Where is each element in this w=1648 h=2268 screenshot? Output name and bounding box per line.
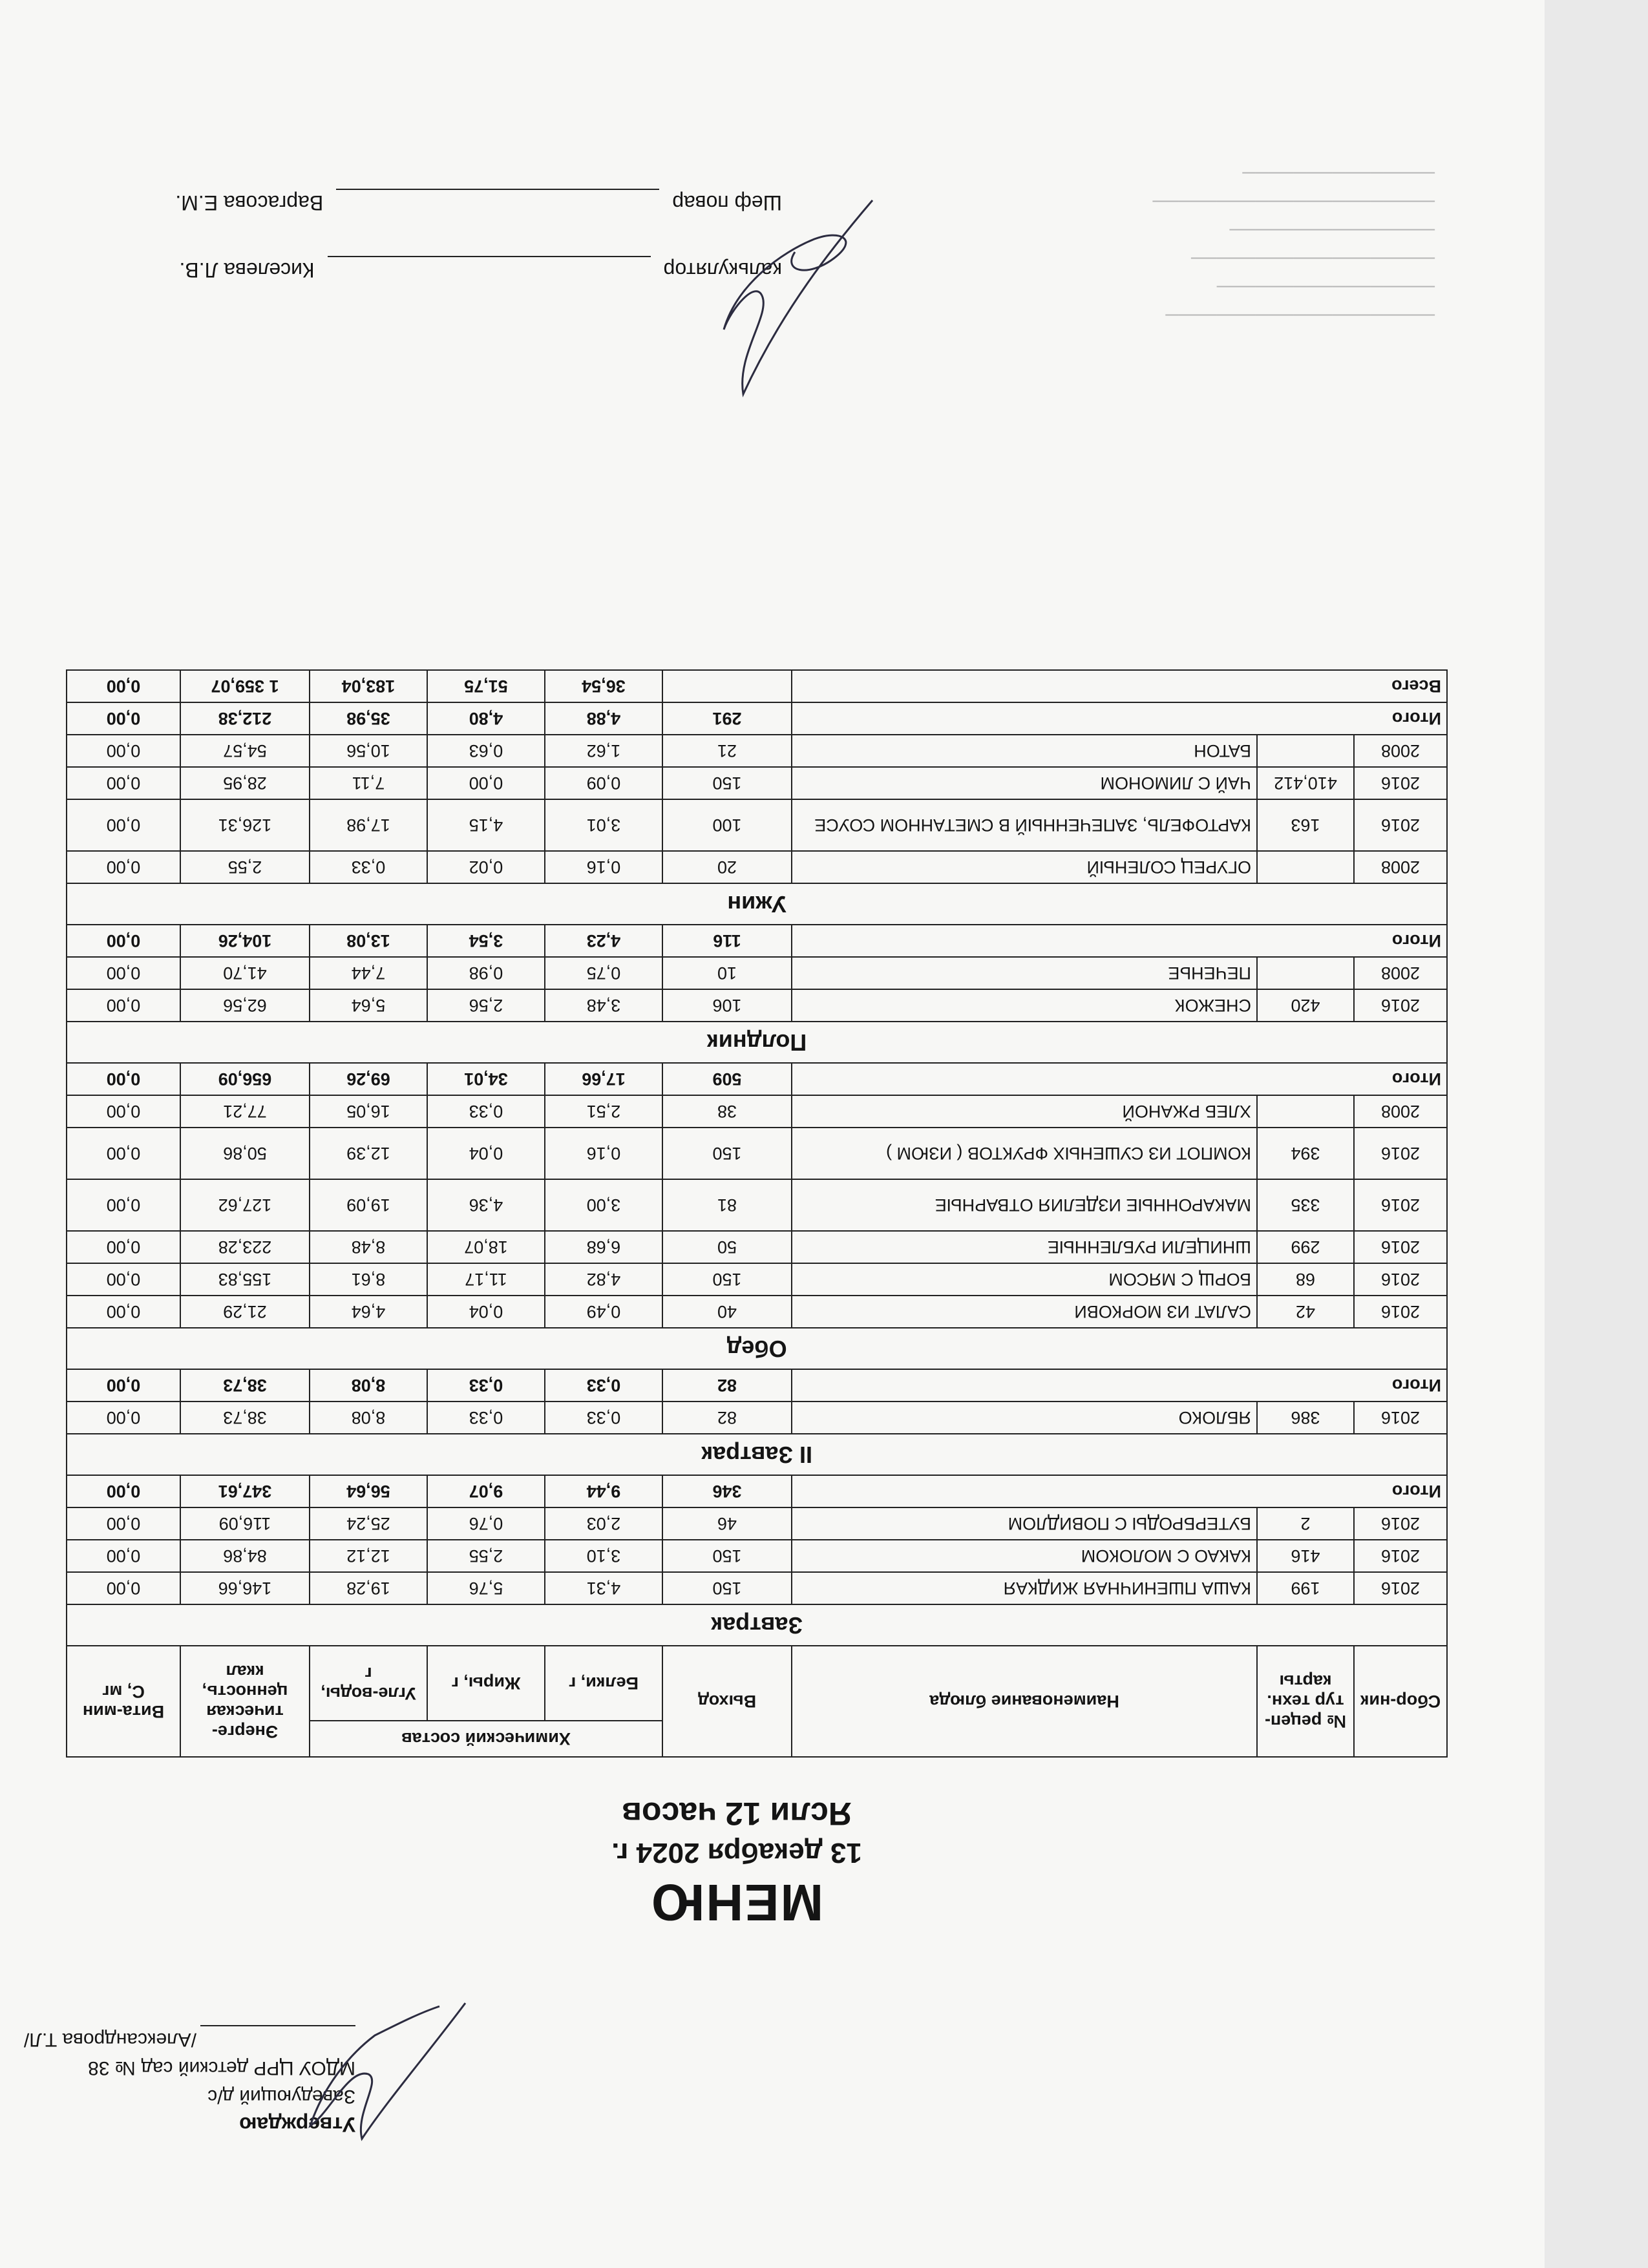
vitamin-cell: 0,00 bbox=[67, 702, 180, 735]
energy-cell: 347,61 bbox=[180, 1475, 310, 1507]
fat-cell: 0,33 bbox=[427, 1095, 545, 1128]
total-label-cell: Итого bbox=[792, 1475, 1447, 1507]
energy-cell: 77,21 bbox=[180, 1095, 310, 1128]
fat-cell: 0,98 bbox=[427, 957, 545, 989]
protein-cell: 6,68 bbox=[545, 1231, 662, 1263]
table-row bbox=[67, 1402, 1447, 1434]
table-row bbox=[67, 1572, 1447, 1604]
energy-cell: 28,95 bbox=[180, 767, 310, 799]
section-total-row bbox=[67, 1475, 1447, 1507]
yield-cell: 38 bbox=[662, 1095, 792, 1128]
recipe-cell bbox=[1257, 851, 1354, 883]
energy-cell: 84,86 bbox=[180, 1540, 310, 1572]
dish-name-cell: МАКАРОННЫЕ ИЗДЕЛИЯ ОТВАРНЫЕ bbox=[792, 1179, 1257, 1231]
yield-cell: 291 bbox=[662, 702, 792, 735]
fat-cell: 18,07 bbox=[427, 1231, 545, 1263]
carbs-cell: 10,56 bbox=[310, 735, 427, 767]
fat-cell: 0,63 bbox=[427, 735, 545, 767]
yield-cell: 346 bbox=[662, 1475, 792, 1507]
meal-section-title: Обед bbox=[67, 1328, 1447, 1369]
recipe-cell bbox=[1257, 957, 1354, 989]
table-row bbox=[67, 1507, 1447, 1540]
yield-cell: 509 bbox=[662, 1063, 792, 1095]
yield-cell: 116 bbox=[662, 925, 792, 957]
carbs-cell: 35,98 bbox=[310, 702, 427, 735]
dish-name-cell: ШНИЦЕЛИ РУБЛЕННЫЕ bbox=[792, 1231, 1257, 1263]
calculator-signature-row bbox=[175, 256, 782, 284]
total-label-cell: Итого bbox=[792, 702, 1447, 735]
vitamin-cell: 0,00 bbox=[67, 1095, 180, 1128]
menu-date: 13 декабря 2024 г. bbox=[611, 1837, 862, 1869]
menu-title-block bbox=[511, 1795, 963, 1932]
vitamin-cell: 0,00 bbox=[67, 1179, 180, 1231]
vitamin-cell: 0,00 bbox=[67, 957, 180, 989]
meal-section-title: Ужин bbox=[67, 883, 1447, 925]
protein-cell: 0,75 bbox=[545, 957, 662, 989]
carbs-cell: 0,33 bbox=[310, 851, 427, 883]
carbs-cell: 8,48 bbox=[310, 1231, 427, 1263]
protein-cell: 3,48 bbox=[545, 989, 662, 1022]
carbs-cell: 19,28 bbox=[310, 1572, 427, 1604]
fat-cell: 0,33 bbox=[427, 1402, 545, 1434]
vitamin-cell: 0,00 bbox=[67, 925, 180, 957]
section-total-row bbox=[67, 702, 1447, 735]
meal-section-title: II Завтрак bbox=[67, 1434, 1447, 1475]
yield-cell: 10 bbox=[662, 957, 792, 989]
energy-cell: 127,62 bbox=[180, 1179, 310, 1231]
protein-cell: 4,82 bbox=[545, 1263, 662, 1296]
col-recipe-number: № рецеп-тур техн. карты bbox=[1257, 1646, 1354, 1757]
recipe-cell: 416 bbox=[1257, 1540, 1354, 1572]
fat-cell: 4,36 bbox=[427, 1179, 545, 1231]
energy-cell: 50,86 bbox=[180, 1128, 310, 1179]
dish-name-cell: САЛАТ ИЗ МОРКОВИ bbox=[792, 1296, 1257, 1328]
total-label-cell: Итого bbox=[792, 1063, 1447, 1095]
bleed-through-text: ───────────────────── ───────────────── ─────────────────── ──────────────── ────────────────────── ─────────────── bbox=[1152, 163, 1435, 326]
section-total-row bbox=[67, 1369, 1447, 1402]
collection-cell: 2008 bbox=[1354, 957, 1447, 989]
energy-cell: 21,29 bbox=[180, 1296, 310, 1328]
table-row bbox=[67, 957, 1447, 989]
fat-cell: 0,04 bbox=[427, 1296, 545, 1328]
menu-table bbox=[66, 669, 1448, 1758]
fat-cell: 0,04 bbox=[427, 1128, 545, 1179]
fat-cell: 3,54 bbox=[427, 925, 545, 957]
recipe-cell: 299 bbox=[1257, 1231, 1354, 1263]
fat-cell: 9,07 bbox=[427, 1475, 545, 1507]
carbs-cell: 8,61 bbox=[310, 1263, 427, 1296]
menu-group: Ясли 12 часов bbox=[622, 1796, 852, 1832]
chef-signature-row bbox=[175, 189, 782, 217]
fat-cell: 11,17 bbox=[427, 1263, 545, 1296]
vitamin-cell: 0,00 bbox=[67, 735, 180, 767]
staff-signature bbox=[704, 194, 911, 407]
vitamin-cell: 0,00 bbox=[67, 1369, 180, 1402]
chef-name: Варгасова Е.М. bbox=[175, 191, 324, 215]
table-row bbox=[67, 1128, 1447, 1179]
dish-name-cell: КАКАО С МОЛОКОМ bbox=[792, 1540, 1257, 1572]
meal-section-header bbox=[67, 1328, 1447, 1369]
col-collection: Сбор-ник bbox=[1354, 1646, 1447, 1757]
collection-cell: 2008 bbox=[1354, 1095, 1447, 1128]
vitamin-cell: 0,00 bbox=[67, 1572, 180, 1604]
page-title: МЕНЮ bbox=[650, 1874, 824, 1931]
yield-cell: 150 bbox=[662, 767, 792, 799]
collection-cell: 2008 bbox=[1354, 735, 1447, 767]
grand-total-row bbox=[67, 670, 1447, 702]
yield-cell: 21 bbox=[662, 735, 792, 767]
vitamin-cell: 0,00 bbox=[67, 1231, 180, 1263]
yield-cell: 81 bbox=[662, 1179, 792, 1231]
carbs-cell: 7,11 bbox=[310, 767, 427, 799]
recipe-cell: 420 bbox=[1257, 989, 1354, 1022]
vitamin-cell: 0,00 bbox=[67, 767, 180, 799]
carbs-cell: 4,64 bbox=[310, 1296, 427, 1328]
fat-cell: 4,15 bbox=[427, 799, 545, 851]
fat-cell: 2,55 bbox=[427, 1540, 545, 1572]
carbs-cell: 183,04 bbox=[310, 670, 427, 702]
recipe-cell: 163 bbox=[1257, 799, 1354, 851]
vitamin-cell: 0,00 bbox=[67, 1475, 180, 1507]
table-row bbox=[67, 1231, 1447, 1263]
approval-organization: МДОУ ЦРР детский сад № 38 bbox=[88, 2057, 355, 2079]
recipe-cell: 199 bbox=[1257, 1572, 1354, 1604]
protein-cell: 4,23 bbox=[545, 925, 662, 957]
approval-name: /Александрова Т.Л/ bbox=[23, 2029, 196, 2050]
vitamin-cell: 0,00 bbox=[67, 1507, 180, 1540]
collection-cell: 2016 bbox=[1354, 1263, 1447, 1296]
table-row bbox=[67, 1296, 1447, 1328]
yield-cell: 106 bbox=[662, 989, 792, 1022]
collection-cell: 2016 bbox=[1354, 799, 1447, 851]
energy-cell: 116,09 bbox=[180, 1507, 310, 1540]
energy-cell: 54,57 bbox=[180, 735, 310, 767]
collection-cell: 2016 bbox=[1354, 1296, 1447, 1328]
energy-cell: 1 359,07 bbox=[180, 670, 310, 702]
table-row bbox=[67, 767, 1447, 799]
yield-cell: 100 bbox=[662, 799, 792, 851]
dish-name-cell: БОРЩ С МЯСОМ bbox=[792, 1263, 1257, 1296]
yield-cell: 150 bbox=[662, 1540, 792, 1572]
vitamin-cell: 0,00 bbox=[67, 1540, 180, 1572]
protein-cell: 0,33 bbox=[545, 1402, 662, 1434]
yield-cell: 46 bbox=[662, 1507, 792, 1540]
vitamin-cell: 0,00 bbox=[67, 799, 180, 851]
energy-cell: 104,26 bbox=[180, 925, 310, 957]
col-chemical-composition: Химический состав bbox=[310, 1721, 662, 1757]
vitamin-cell: 0,00 bbox=[67, 1296, 180, 1328]
protein-cell: 0,16 bbox=[545, 851, 662, 883]
energy-cell: 62,56 bbox=[180, 989, 310, 1022]
yield-cell bbox=[662, 670, 792, 702]
carbs-cell: 8,08 bbox=[310, 1369, 427, 1402]
carbs-cell: 17,98 bbox=[310, 799, 427, 851]
protein-cell: 3,10 bbox=[545, 1540, 662, 1572]
calculator-label: калькулятор bbox=[663, 258, 782, 282]
recipe-cell: 394 bbox=[1257, 1128, 1354, 1179]
protein-cell: 0,33 bbox=[545, 1369, 662, 1402]
dish-name-cell: ПЕЧЕНЬЕ bbox=[792, 957, 1257, 989]
col-energy: Энерге-тическая ценность, ккал bbox=[180, 1646, 310, 1757]
fat-cell: 4,80 bbox=[427, 702, 545, 735]
vitamin-cell: 0,00 bbox=[67, 670, 180, 702]
meal-section-header bbox=[67, 883, 1447, 925]
energy-cell: 38,73 bbox=[180, 1369, 310, 1402]
yield-cell: 150 bbox=[662, 1128, 792, 1179]
collection-cell: 2016 bbox=[1354, 1128, 1447, 1179]
col-dish-name: Наименование блюда bbox=[792, 1646, 1257, 1757]
carbs-cell: 7,44 bbox=[310, 957, 427, 989]
table-row bbox=[67, 989, 1447, 1022]
collection-cell: 2008 bbox=[1354, 851, 1447, 883]
energy-cell: 223,28 bbox=[180, 1231, 310, 1263]
protein-cell: 36,54 bbox=[545, 670, 662, 702]
fat-cell: 0,02 bbox=[427, 851, 545, 883]
total-label-cell: Итого bbox=[792, 925, 1447, 957]
collection-cell: 2016 bbox=[1354, 1179, 1447, 1231]
vitamin-cell: 0,00 bbox=[67, 1263, 180, 1296]
fat-cell: 0,33 bbox=[427, 1369, 545, 1402]
recipe-cell: 386 bbox=[1257, 1402, 1354, 1434]
meal-section-header bbox=[67, 1022, 1447, 1063]
recipe-cell: 410,412 bbox=[1257, 767, 1354, 799]
dish-name-cell: КАРТОФЕЛЬ, ЗАПЕЧЕННЫЙ В СМЕТАННОМ СОУСЕ bbox=[792, 799, 1257, 851]
carbs-cell: 12,39 bbox=[310, 1128, 427, 1179]
vitamin-cell: 0,00 bbox=[67, 1402, 180, 1434]
section-total-row bbox=[67, 925, 1447, 957]
fat-cell: 2,56 bbox=[427, 989, 545, 1022]
protein-cell: 1,62 bbox=[545, 735, 662, 767]
energy-cell: 2,55 bbox=[180, 851, 310, 883]
yield-cell: 82 bbox=[662, 1369, 792, 1402]
protein-cell: 3,00 bbox=[545, 1179, 662, 1231]
grand-total-label-cell: Всего bbox=[792, 670, 1447, 702]
director-signature bbox=[271, 1990, 478, 2152]
recipe-cell bbox=[1257, 1095, 1354, 1128]
dish-name-cell: СНЕЖОК bbox=[792, 989, 1257, 1022]
energy-cell: 656,09 bbox=[180, 1063, 310, 1095]
carbs-cell: 13,08 bbox=[310, 925, 427, 957]
carbs-cell: 12,12 bbox=[310, 1540, 427, 1572]
table-row bbox=[67, 1179, 1447, 1231]
fat-cell: 0,76 bbox=[427, 1507, 545, 1540]
carbs-cell: 69,26 bbox=[310, 1063, 427, 1095]
vitamin-cell: 0,00 bbox=[67, 1128, 180, 1179]
collection-cell: 2016 bbox=[1354, 1572, 1447, 1604]
protein-cell: 4,88 bbox=[545, 702, 662, 735]
energy-cell: 155,83 bbox=[180, 1263, 310, 1296]
collection-cell: 2016 bbox=[1354, 767, 1447, 799]
yield-cell: 82 bbox=[662, 1402, 792, 1434]
menu-table-body bbox=[67, 670, 1447, 1646]
dish-name-cell: ХЛЕБ РЖАНОЙ bbox=[792, 1095, 1257, 1128]
energy-cell: 212,38 bbox=[180, 702, 310, 735]
meal-section-header bbox=[67, 1434, 1447, 1475]
approval-label: Утверждаю bbox=[239, 2113, 355, 2136]
col-protein: Белки, г bbox=[545, 1646, 662, 1721]
approval-position: Заведующий д/с bbox=[207, 2086, 355, 2107]
yield-cell: 150 bbox=[662, 1572, 792, 1604]
table-row bbox=[67, 851, 1447, 883]
signature-block bbox=[175, 150, 782, 284]
yield-cell: 40 bbox=[662, 1296, 792, 1328]
col-fat: Жиры, г bbox=[427, 1646, 545, 1721]
protein-cell: 2,51 bbox=[545, 1095, 662, 1128]
collection-cell: 2016 bbox=[1354, 989, 1447, 1022]
protein-cell: 3,01 bbox=[545, 799, 662, 851]
carbs-cell: 5,64 bbox=[310, 989, 427, 1022]
meal-section-title: Полдник bbox=[67, 1022, 1447, 1063]
dish-name-cell: КОМПОТ ИЗ СУШЕНЫХ ФРУКТОВ ( ИЗЮМ ) bbox=[792, 1128, 1257, 1179]
collection-cell: 2016 bbox=[1354, 1507, 1447, 1540]
protein-cell: 2,03 bbox=[545, 1507, 662, 1540]
dish-name-cell: ОГУРЕЦ СОЛЕНЫЙ bbox=[792, 851, 1257, 883]
yield-cell: 50 bbox=[662, 1231, 792, 1263]
carbs-cell: 8,08 bbox=[310, 1402, 427, 1434]
recipe-cell: 42 bbox=[1257, 1296, 1354, 1328]
recipe-cell: 2 bbox=[1257, 1507, 1354, 1540]
protein-cell: 4,31 bbox=[545, 1572, 662, 1604]
vitamin-cell: 0,00 bbox=[67, 1063, 180, 1095]
yield-cell: 150 bbox=[662, 1263, 792, 1296]
dish-name-cell: КАША ПШЕНИЧНАЯ ЖИДКАЯ bbox=[792, 1572, 1257, 1604]
chef-label: Шеф повар bbox=[672, 191, 782, 215]
vitamin-cell: 0,00 bbox=[67, 989, 180, 1022]
carbs-cell: 25,24 bbox=[310, 1507, 427, 1540]
dish-name-cell: ЧАЙ С ЛИМОНОМ bbox=[792, 767, 1257, 799]
fat-cell: 0,00 bbox=[427, 767, 545, 799]
table-row bbox=[67, 1095, 1447, 1128]
protein-cell: 0,49 bbox=[545, 1296, 662, 1328]
protein-cell: 9,44 bbox=[545, 1475, 662, 1507]
protein-cell: 0,16 bbox=[545, 1128, 662, 1179]
col-yield: Выход bbox=[662, 1646, 792, 1757]
carbs-cell: 19,09 bbox=[310, 1179, 427, 1231]
energy-cell: 38,73 bbox=[180, 1402, 310, 1434]
dish-name-cell: БАТОН bbox=[792, 735, 1257, 767]
col-vitamin-c: Вита-мин С, мг bbox=[67, 1646, 180, 1757]
table-row bbox=[67, 735, 1447, 767]
vitamin-cell: 0,00 bbox=[67, 851, 180, 883]
fat-cell: 51,75 bbox=[427, 670, 545, 702]
dish-name-cell: ЯБЛОКО bbox=[792, 1402, 1257, 1434]
col-carbs: Угле-воды, г bbox=[310, 1646, 427, 1721]
table-row bbox=[67, 1540, 1447, 1572]
section-total-row bbox=[67, 1063, 1447, 1095]
carbs-cell: 56,64 bbox=[310, 1475, 427, 1507]
meal-section-header bbox=[67, 1604, 1447, 1646]
fat-cell: 34,01 bbox=[427, 1063, 545, 1095]
table-row bbox=[67, 799, 1447, 851]
collection-cell: 2016 bbox=[1354, 1231, 1447, 1263]
yield-cell: 20 bbox=[662, 851, 792, 883]
energy-cell: 126,31 bbox=[180, 799, 310, 851]
calculator-name: Киселева Л.В. bbox=[179, 258, 315, 282]
recipe-cell: 335 bbox=[1257, 1179, 1354, 1231]
protein-cell: 17,66 bbox=[545, 1063, 662, 1095]
dish-name-cell: БУТЕРБРОДЫ С ПОВИДЛОМ bbox=[792, 1507, 1257, 1540]
recipe-cell bbox=[1257, 735, 1354, 767]
protein-cell: 0,09 bbox=[545, 767, 662, 799]
collection-cell: 2016 bbox=[1354, 1402, 1447, 1434]
recipe-cell: 68 bbox=[1257, 1263, 1354, 1296]
fat-cell: 5,76 bbox=[427, 1572, 545, 1604]
collection-cell: 2016 bbox=[1354, 1540, 1447, 1572]
table-row bbox=[67, 1263, 1447, 1296]
energy-cell: 146,66 bbox=[180, 1572, 310, 1604]
carbs-cell: 16,05 bbox=[310, 1095, 427, 1128]
total-label-cell: Итого bbox=[792, 1369, 1447, 1402]
energy-cell: 41,70 bbox=[180, 957, 310, 989]
meal-section-title: Завтрак bbox=[67, 1604, 1447, 1646]
